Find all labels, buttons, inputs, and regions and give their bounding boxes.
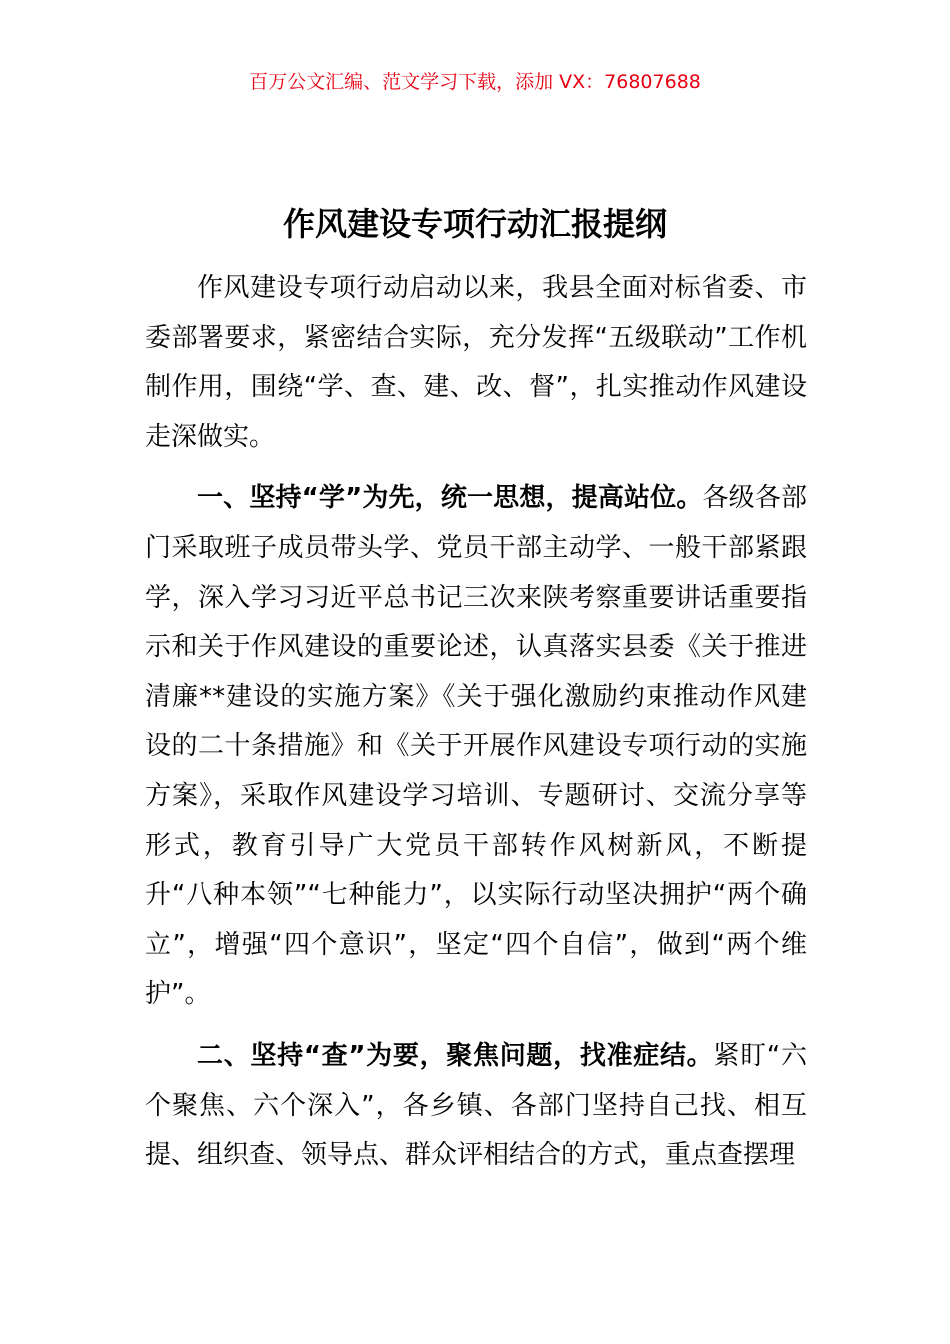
paragraph-intro-text: 作风建设专项行动启动以来，我县全面对标省委、市委部署要求，紧密结合实际，充分发挥“五级联动”工作机制作用，围绕“学、查、建、改、督”，扎实推动作风建设走深做实。 [145, 273, 807, 452]
section-2-heading: 二、坚持“查”为要，聚焦问题，找准症结。 [197, 1040, 714, 1071]
section-1-heading: 一、坚持“学”为先，统一思想，提高站位。 [197, 483, 703, 514]
document-title: 作风建设专项行动汇报提纲 [282, 205, 667, 243]
section-1-text: 各级各部门采取班子成员带头学、党员干部主动学、一般干部紧跟学，深入学习习近平总书记三次来陕考察重要讲话重要指示和关于作风建设的重要论述，认真落实县委《关于推进清廉**建设的实施方案》《关于强化激励约束推动作风建设的二十条措施》和《关于开展作风建设专项行动的实施方案》，采取作风建设学习培训、专题研讨、交流分享等形式，教育引导广大党员干部转作风树新风，不断提升“八种本领”“七种能力”，以实际行动坚决拥护“两个确立”，增强“四个意识”，坚定“四个自信”，做到“两个维护”。 [145, 483, 807, 1010]
paragraph-section-2 [145, 1032, 807, 1181]
document-body [145, 264, 807, 1181]
header-note: 百万公文汇编、范文学习下载，添加 VX：76807688 [249, 71, 701, 93]
section-2-text: 紧盯“六个聚焦、六个深入”，各乡镇、各部门坚持自己找、相互提、组织查、领导点、群众评相结合的方式，重点查摆理 [145, 1040, 807, 1171]
paragraph-section-1 [145, 474, 807, 1020]
paragraph-intro [145, 264, 807, 462]
